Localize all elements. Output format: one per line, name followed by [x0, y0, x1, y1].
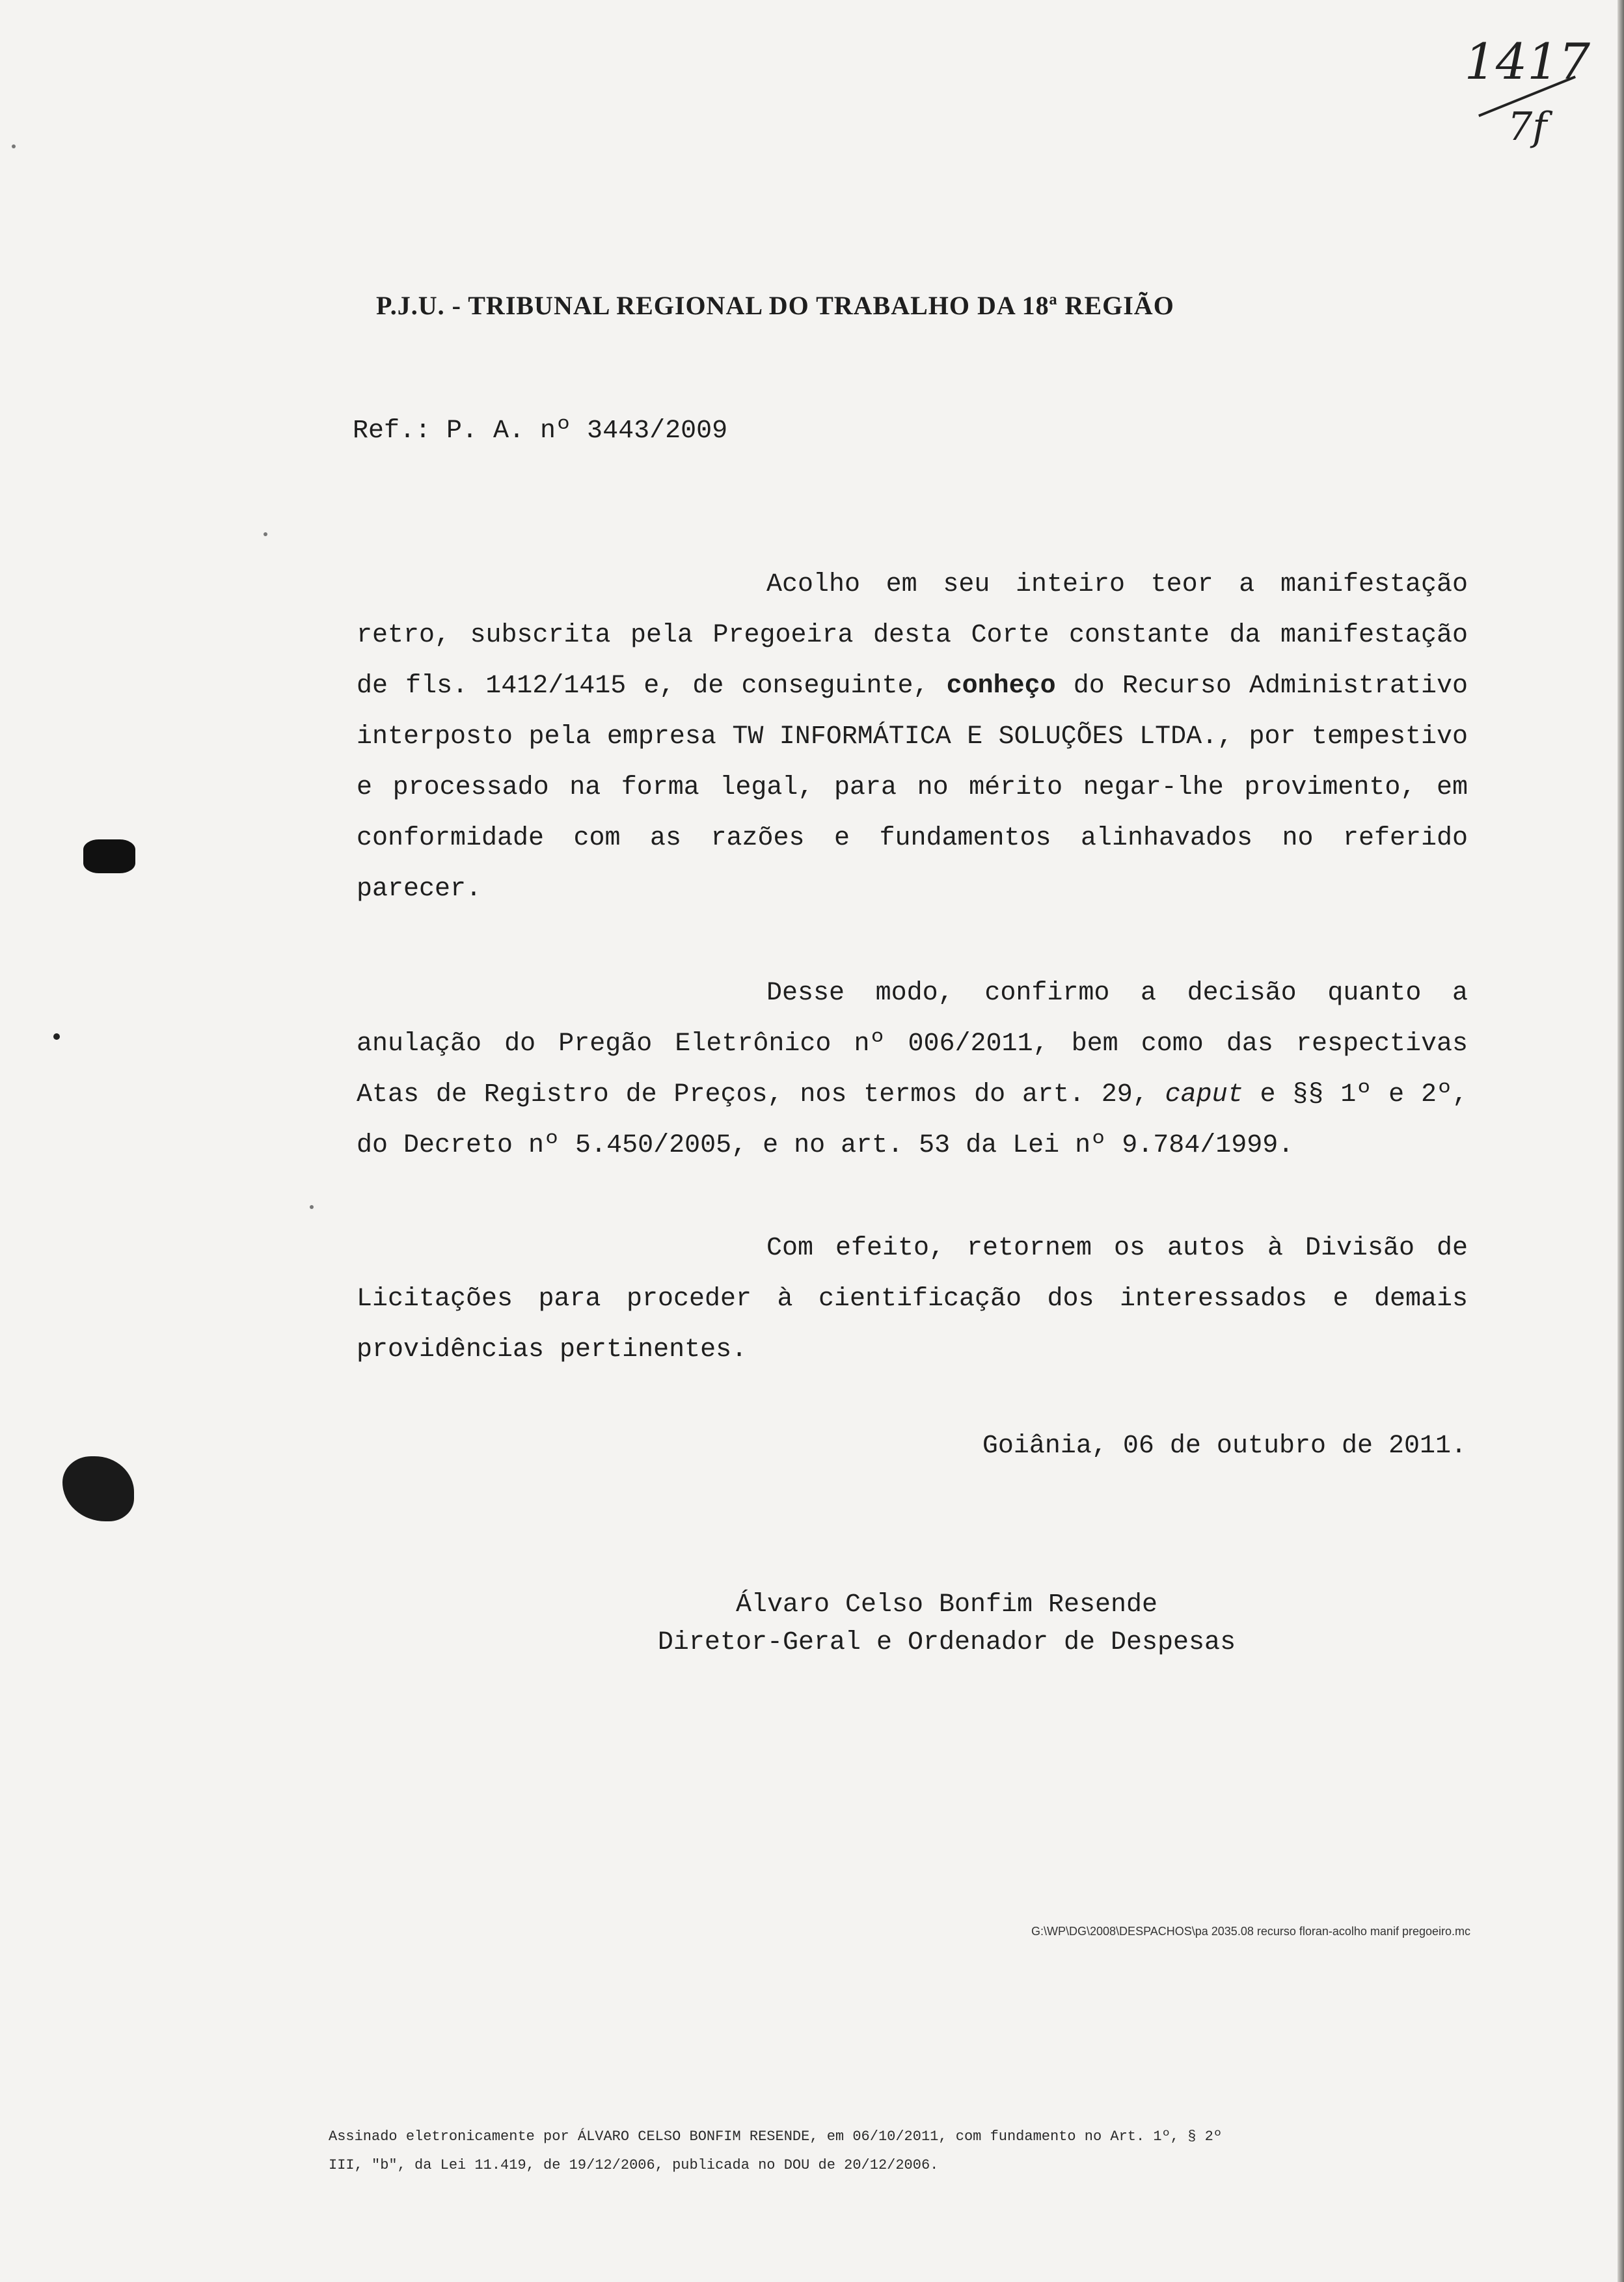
paragraph-2	[357, 968, 1468, 1171]
paragraph-2-text-a: Desse modo, confirmo a decisão quanto a anulação do Pregão Eletrônico nº 006/2011, bem como das respectivas Atas de Registro de Preços, nos termos do art. 29,	[357, 979, 1468, 1109]
scan-speck	[12, 144, 16, 148]
electronic-signature-footer	[329, 2123, 1474, 2180]
paragraph-1-text-a: Acolho em seu inteiro teor a manifestação retro, subscrita pela Pregoeira desta Corte constante da manifestação de fls. 1412/1415 e, de conseguinte,	[357, 570, 1468, 701]
hole-punch-mark	[83, 839, 135, 873]
scan-edge	[1617, 0, 1624, 2282]
scan-speck	[264, 532, 267, 536]
reference-number: Ref.: P. A. nº 3443/2009	[353, 416, 728, 446]
paragraph-1	[357, 560, 1468, 915]
hole-punch-mark	[62, 1456, 134, 1521]
paragraph-1-bold: conheço	[946, 672, 1056, 701]
document-header: P.J.U. - TRIBUNAL REGIONAL DO TRABALHO DA 18ª REGIÃO	[376, 291, 1174, 320]
file-path: G:\WP\DG\2008\DESPACHOS\pa 2035.08 recurso floran-acolho manif pregoeiro.mc	[1031, 1925, 1470, 1938]
paragraph-3-text: Com efeito, retornem os autos à Divisão de Licitações para proceder à cientificação dos interessados e demais providências pertinentes.	[357, 1234, 1468, 1365]
document-date: Goiânia, 06 de outubro de 2011.	[982, 1432, 1467, 1461]
paragraph-2-italic: caput	[1165, 1080, 1243, 1109]
footer-line-2: III, "b", da Lei 11.419, de 19/12/2006, publicada no DOU de 20/12/2006.	[329, 2157, 939, 2173]
page-number-mark: 7f	[1508, 104, 1547, 150]
paragraph-2-text-b: e §§ 1º e 2º, do Decreto nº 5.450/2005, e no art. 53 da Lei nº 9.784/1999.	[357, 1080, 1468, 1160]
signatory-name: Álvaro Celso Bonfim Resende	[735, 1590, 1158, 1620]
handwritten-page-number	[1465, 33, 1590, 156]
signature-block	[573, 1586, 1321, 1662]
paragraph-1-text-b: do Recurso Administrativo interposto pela empresa TW INFORMÁTICA E SOLUÇÕES LTDA., por tempestivo e processado na forma legal, para no mérito negar-lhe provimento, em conformidade com as razões e fundamentos alinhavados no referido parecer.	[357, 672, 1468, 904]
footer-line-1: Assinado eletronicamente por ÁLVARO CELSO BONFIM RESENDE, em 06/10/2011, com fundamento no Art. 1º, § 2º	[329, 2128, 1223, 2145]
signatory-role: Diretor-Geral e Ordenador de Despesas	[657, 1628, 1236, 1657]
page-number-text: 1417	[1464, 33, 1590, 90]
paragraph-3	[357, 1223, 1468, 1376]
scan-speck	[53, 1033, 60, 1040]
scan-speck	[310, 1205, 314, 1209]
